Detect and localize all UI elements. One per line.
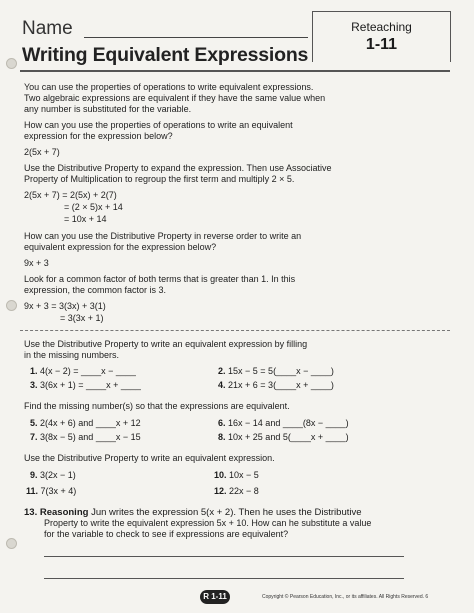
example1-step: 2(5x + 7) = 2(5x) + 2(7) <box>24 190 117 200</box>
exercise-7 <box>30 432 141 443</box>
exercise-4 <box>218 380 334 391</box>
exercise-number: 3. <box>30 380 38 390</box>
reasoning-text: Jun writes the expression 5(x + 2). Then he uses the Distributive <box>91 507 362 518</box>
exercise-2 <box>218 366 334 377</box>
example2-expression: 9x + 3 <box>24 258 49 268</box>
binder-hole <box>6 300 17 311</box>
exercise-number: 10. <box>214 470 227 480</box>
reasoning-label: Reasoning <box>39 507 89 518</box>
exercise-text: 7(3x + 4) <box>40 486 77 496</box>
lesson-badge: R 1-11 <box>200 590 230 604</box>
reasoning-question <box>24 507 362 518</box>
exercise-number: 12. <box>214 486 227 496</box>
reasoning-text: Property to write the equivalent expression 5x + 10. How can he substitute a value <box>44 518 372 528</box>
exercise-text[interactable]: 3(6x + 1) = ____x + ____ <box>40 380 141 390</box>
exercise-number: 2. <box>218 366 226 376</box>
section1-directions: in the missing numbers. <box>24 350 120 360</box>
exercise-text: 3(2x − 1) <box>40 470 76 480</box>
exercise-number: 11. <box>26 486 39 496</box>
exercise-text[interactable]: 21x + 6 = 3(____x + ____) <box>228 380 334 390</box>
exercise-text: 10x − 5 <box>229 470 259 480</box>
example1-explanation: Use the Distributive Property to expand the expression. Then use Associative <box>24 163 332 173</box>
intro-line: Two algebraic expressions are equivalent if they have the same value when <box>24 93 326 103</box>
section-divider <box>20 330 450 331</box>
exercise-8 <box>218 432 349 443</box>
reteaching-box <box>312 11 451 62</box>
binder-hole <box>6 538 17 549</box>
exercise-text[interactable]: 16x − 14 and ____(8x − ____) <box>228 418 349 428</box>
exercise-text: 22x − 8 <box>229 486 259 496</box>
reasoning-text: for the variable to check to see if expressions are equivalent? <box>44 529 289 539</box>
example1-question: How can you use the properties of operations to write an equivalent <box>24 120 293 130</box>
exercise-text[interactable]: 2(4x + 6) and ____x + 12 <box>40 418 141 428</box>
example1-step: = 10x + 14 <box>64 214 107 224</box>
exercise-text[interactable]: 10x + 25 and 5(____x + ____) <box>228 432 349 442</box>
reteaching-label: Reteaching <box>351 20 412 34</box>
intro-line: any number is substituted for the variable. <box>24 104 192 114</box>
exercise-9 <box>30 470 76 481</box>
exercise-5 <box>30 418 141 429</box>
answer-line[interactable] <box>44 556 404 557</box>
name-line[interactable] <box>84 37 308 38</box>
example1-step: = (2 × 5)x + 14 <box>64 202 123 212</box>
section3-directions: Use the Distributive Property to write an equivalent expression. <box>24 453 275 463</box>
exercise-11 <box>26 486 76 497</box>
exercise-3 <box>30 380 141 391</box>
name-row <box>22 18 312 44</box>
example2-explanation: expression, the common factor is 3. <box>24 285 167 295</box>
exercise-text[interactable]: 3(8x − 5) and ____x − 15 <box>40 432 141 442</box>
example1-expression: 2(5x + 7) <box>24 147 60 157</box>
exercise-10 <box>214 470 259 481</box>
example2-step: = 3(3x + 1) <box>60 313 104 323</box>
name-label: Name <box>22 18 73 39</box>
exercise-number: 13. <box>24 507 38 518</box>
exercise-number: 8. <box>218 432 226 442</box>
example2-explanation: Look for a common factor of both terms that is greater than 1. In this <box>24 274 296 284</box>
example2-question: How can you use the Distributive Property in reverse order to write an <box>24 231 302 241</box>
example1-question: expression for the expression below? <box>24 131 173 141</box>
exercise-number: 6. <box>218 418 226 428</box>
lesson-number: 1-11 <box>365 36 398 53</box>
exercise-12 <box>214 486 259 497</box>
exercise-text[interactable]: 15x − 5 = 5(____x − ____) <box>228 366 334 376</box>
intro-line: You can use the properties of operations to write equivalent expressions. <box>24 82 314 92</box>
exercise-number: 7. <box>30 432 38 442</box>
answer-line[interactable] <box>44 578 404 579</box>
binder-hole <box>6 58 17 69</box>
exercise-number: 9. <box>30 470 38 480</box>
exercise-number: 4. <box>218 380 226 390</box>
example1-explanation: Property of Multiplication to regroup the first term and multiply 2 × 5. <box>24 174 295 184</box>
page-title: Writing Equivalent Expressions <box>22 44 309 66</box>
section2-directions: Find the missing number(s) so that the expressions are equivalent. <box>24 401 290 411</box>
copyright-text: Copyright © Pearson Education, Inc., or its affiliates. All Rights Reserved. 6 <box>262 594 429 600</box>
section1-directions: Use the Distributive Property to write an equivalent expression by filling <box>24 339 308 349</box>
exercise-text[interactable]: 4(x − 2) = ____x − ____ <box>40 366 136 376</box>
exercise-6 <box>218 418 349 429</box>
title-rule <box>20 70 450 72</box>
example2-question: equivalent expression for the expression below? <box>24 242 217 252</box>
exercise-1 <box>30 366 136 377</box>
example2-step: 9x + 3 = 3(3x) + 3(1) <box>24 301 106 311</box>
exercise-number: 1. <box>30 366 38 376</box>
exercise-number: 5. <box>30 418 38 428</box>
